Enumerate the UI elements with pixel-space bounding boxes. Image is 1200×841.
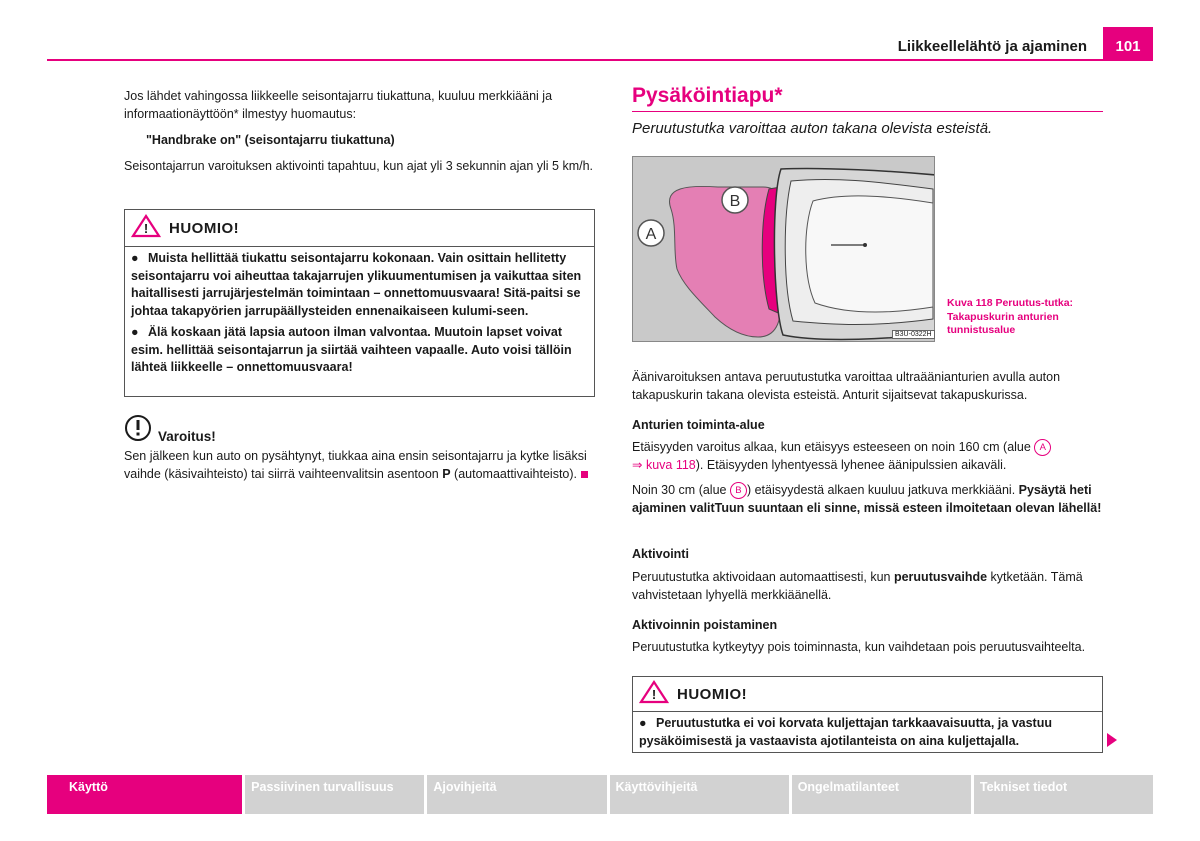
warning-triangle-icon <box>639 680 669 709</box>
svg-text:!: ! <box>143 220 149 236</box>
range-heading: Anturien toiminta-alue <box>632 418 765 432</box>
activation-heading: Aktivointi <box>632 547 689 561</box>
figure-link[interactable]: ⇒ kuva 118 <box>632 458 696 473</box>
left-column <box>124 87 596 175</box>
note-text: Sen jälkeen kun auto on pysähtynyt, tiukkaa aina ensin seisontajarru ja kytke lisäksi vaihde (käsivaihteisto) tai siirrä vaihteenvalitsin asentoon P (automaattivaihteisto). <box>124 449 587 481</box>
exclamation-circle-icon <box>124 414 152 447</box>
warning-item: ● Peruutustutka ei voi korvata kuljettajan tarkkaavaisuutta, ja vastuu pysäköimisestä ja vastaavista ajotilanteista on aina kuljettajalla. <box>639 716 1052 748</box>
next-page-arrow-icon[interactable] <box>1107 733 1117 747</box>
activation-paragraph: Seisontajarrun varoituksen aktivointi tapahtuu, kun ajat yli 3 sekunnin ajan yli 5 km/h. <box>124 159 594 173</box>
near-paragraph: Noin 30 cm (alue B ) etäisyydestä alkaen kuuluu jatkuva merkkiääni. Pysäytä heti ajaminen valitTuun suuntaan eli sinne, missä esteen ilmoitetaan olevan lähellä! <box>632 483 1102 516</box>
zone-a-label: A <box>645 226 657 243</box>
parking-intro: Äänivaroituksen antava peruutustutka varoittaa ultraäänianturien avulla auton takapuskurin takana olevista esteistä. Anturit sijaitsevat takapuskurissa. <box>632 370 1061 402</box>
zone-b-marker: B <box>730 482 747 499</box>
nav-tab-technical-data[interactable]: Tekniset tiedot <box>974 775 1153 814</box>
activation-paragraph: Peruutustutka aktivoidaan automaattisesti, kun peruutusvaihde kytketään. Tämä vahvistetaan lyhyellä merkkiäänellä. <box>632 570 1083 602</box>
range-paragraph: Etäisyyden varoitus alkaa, kun etäisyys esteeseen on noin 160 cm (alue A ⇒ kuva 118). Etäisyyden lyhentyessä lyhenee äänipulssien aikaväli. <box>632 438 1104 474</box>
warning-box <box>124 209 595 397</box>
warning-item: ● Muista hellittää tiukattu seisontajarru kokonaan. Vain osittain hellitetty seisontajarru voi aiheuttaa takajarrujen ylikuumentumisen ja vaikuttaa siten haitallisesti jarrujärjestelmän toimintaan – onnettomuusvaara! Sitä-paitsi se johtaa takapyörien jarrupäällysteiden ennenaikaiseen kulumi-seen. <box>131 251 582 318</box>
section-title: Pysäköintiapu* <box>632 84 783 107</box>
nav-tab-driving-tips[interactable]: Ajovihjeitä <box>427 775 606 814</box>
note-header <box>124 414 216 447</box>
deactivation-paragraph: Peruutustutka kytkeytyy pois toiminnasta, kun vaihdetaan pois peruutusvaihteelta. <box>632 640 1086 654</box>
zone-b-label: B <box>729 193 741 210</box>
nav-tab-passive-safety[interactable]: Passiivinen turvallisuus <box>245 775 424 814</box>
figure-caption: Kuva 118 Peruutus-tutka: Takapuskurin anturien tunnistusalue <box>947 297 1074 336</box>
page-number: 101 <box>1103 27 1153 59</box>
parking-sensor-figure <box>632 156 935 342</box>
warning-header <box>633 677 1102 712</box>
note-title: Varoitus! <box>158 429 216 444</box>
warning-body <box>125 247 594 377</box>
chapter-nav <box>47 775 1153 814</box>
warning-header <box>125 210 594 247</box>
running-header: Liikkeellelähtö ja ajaminen <box>897 38 1087 55</box>
nav-tab-kaytto[interactable]: Käyttö <box>47 775 242 814</box>
deactivation-heading: Aktivoinnin poistaminen <box>632 618 778 632</box>
svg-text:!: ! <box>651 686 657 702</box>
warning-title: HUOMIO! <box>169 219 240 237</box>
warning-body <box>633 712 1102 750</box>
display-message: "Handbrake on" (seisontajarru tiukattuna) <box>146 133 395 147</box>
warning-title: HUOMIO! <box>677 685 748 703</box>
header-rule <box>47 59 1153 61</box>
figure-code: B3U-0322H <box>892 330 935 339</box>
nav-tab-problems[interactable]: Ongelmatilanteet <box>792 775 971 814</box>
section-rule <box>632 111 1103 112</box>
warning-triangle-icon <box>131 214 161 243</box>
car-rear-illustration <box>633 157 935 342</box>
warning-item: ● Älä koskaan jätä lapsia autoon ilman valvontaa. Muutoin lapset voivat esim. hellittää seisontajarrun ja siirtää vaihteen vapaalle. Auto voisi tällöin lähteä liikkeelle – onnettomuusvaara! <box>131 325 572 374</box>
nav-tab-usage-tips[interactable]: Käyttövihjeitä <box>610 775 789 814</box>
section-subtitle: Peruutustutka varoittaa auton takana olevista esteistä. <box>632 120 993 137</box>
zone-a-marker: A <box>1034 439 1051 456</box>
end-mark-icon <box>581 471 588 478</box>
parking-warning-box <box>632 676 1103 753</box>
intro-paragraph: Jos lähdet vahingossa liikkeelle seisontajarru tiukattuna, kuuluu merkkiääni ja informaationäyttöön* ilmestyy huomautus: <box>124 89 553 121</box>
